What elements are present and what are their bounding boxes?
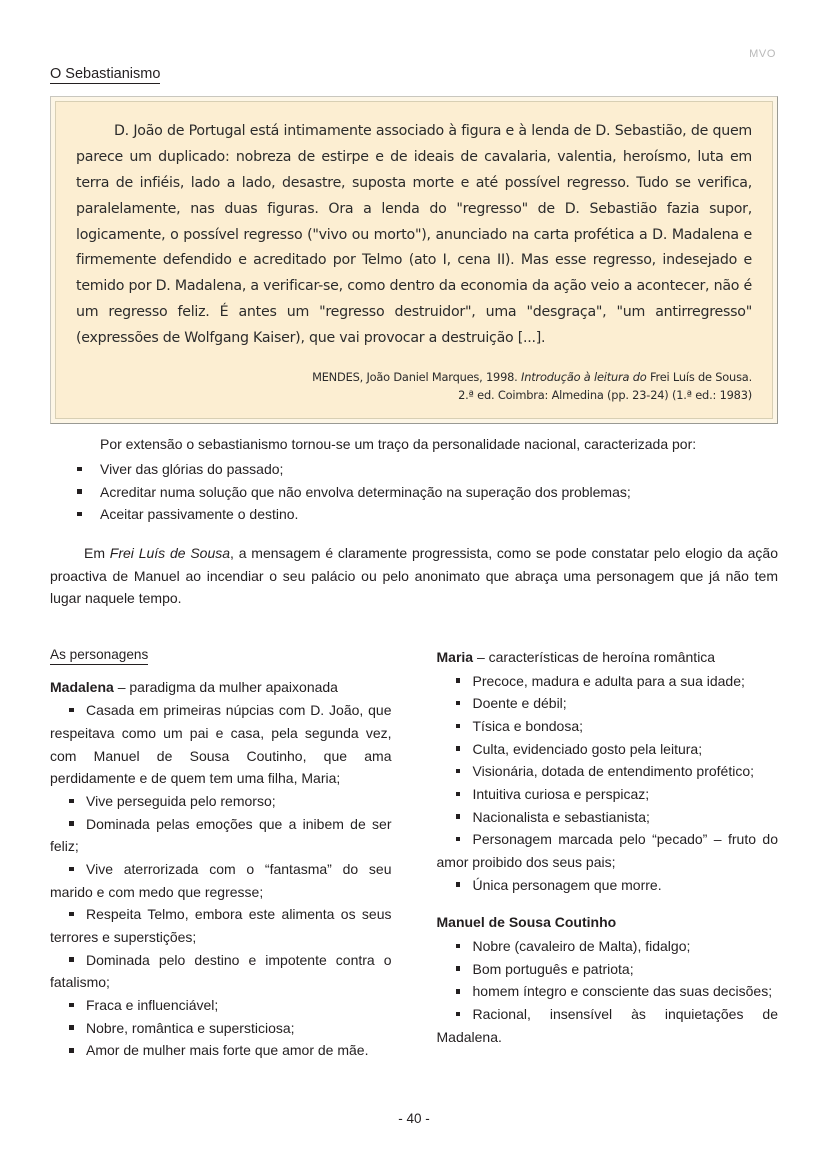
list-item: Culta, evidenciado gosto pela leitura; — [437, 738, 779, 761]
list-item: Amor de mulher mais forte que amor de mãe. — [50, 1039, 392, 1062]
column-right — [437, 646, 779, 1062]
closing-post: , a mensagem é claramente progressista, como se pode constatar pelo elogio da ação proactiva de Manuel ao incendiar o seu palácio ou pelo anonimato que abraça uma personagem que já não tem lugar naquele tempo. — [50, 544, 778, 607]
maria-trait-list — [437, 670, 779, 897]
list-item: Visionária, dotada de entendimento profético; — [437, 760, 779, 783]
page-number: - 40 - — [398, 1111, 430, 1126]
list-item: Nobre (cavaleiro de Malta), fidalgo; — [437, 935, 779, 958]
character-description: – características de heroína romântica — [473, 648, 716, 665]
list-item: homem íntegro e consciente das suas decisões; — [437, 980, 779, 1003]
header-watermark: MVO — [749, 48, 776, 60]
character-madalena-title — [50, 676, 392, 699]
character-name: Maria — [436, 648, 474, 665]
list-item: Única personagem que morre. — [437, 874, 779, 897]
list-item: Respeita Telmo, embora este alimenta os seus terrores e superstições; — [50, 903, 392, 948]
list-item: Tísica e bondosa; — [437, 715, 779, 738]
quote-box — [50, 96, 778, 424]
closing-pre: Em — [84, 544, 110, 561]
page-title: O Sebastianismo — [50, 0, 160, 84]
list-item: Vive aterrorizada com o “fantasma” do seu marido e com medo que regresse; — [50, 858, 392, 903]
list-item: Racional, insensível às inquietações de Madalena. — [437, 1003, 779, 1048]
closing-work-title: Frei Luís de Sousa — [109, 544, 231, 561]
list-item: Viver das glórias do passado; — [50, 458, 778, 481]
character-manuel-title — [437, 911, 779, 934]
list-item: Precoce, madura e adulta para a sua idade; — [437, 670, 779, 693]
citation-edition: 2.ª ed. Coimbra: Almedina (pp. 23-24) (1.ª ed.: 1983) — [458, 387, 752, 402]
list-item: Vive perseguida pelo remorso; — [50, 790, 392, 813]
list-item: Bom português e patriota; — [437, 958, 779, 981]
list-item: Dominada pelo destino e impotente contra o fatalismo; — [50, 949, 392, 994]
quote-citation — [76, 368, 752, 405]
sebastianismo-lead: Por extensão o sebastianismo tornou-se um traço da personalidade nacional, caracterizada por: — [100, 436, 697, 453]
manuel-trait-list — [437, 935, 779, 1048]
list-item: Acreditar numa solução que não envolva determinação na superação dos problemas; — [50, 481, 778, 504]
citation-author-year: MENDES, João Daniel Marques, 1998. — [312, 369, 522, 384]
list-item: Aceitar passivamente o destino. — [50, 503, 778, 526]
citation-work-rest: Frei Luís de Sousa. — [646, 369, 752, 384]
character-name: Madalena — [50, 678, 114, 695]
sebastianismo-closing-paragraph — [50, 542, 778, 610]
madalena-trait-list — [50, 699, 392, 1062]
list-item: Casada em primeiras núpcias com D. João, que respeitava como um pai e casa, pela segunda vez, com Manuel de Sousa Coutinho, que ama perdidamente e de quem tem uma filha, Maria; — [50, 699, 392, 790]
character-maria-title — [437, 646, 779, 669]
character-description: – paradigma da mulher apaixonada — [113, 678, 338, 695]
character-name: Manuel de Sousa Coutinho — [436, 914, 617, 931]
citation-work-title: Introdução à leitura do — [521, 369, 647, 384]
sebastianismo-bullet-list — [50, 458, 778, 526]
quote-box-inner — [55, 101, 773, 419]
quote-text: D. João de Portugal está intimamente associado à figura e à lenda de D. Sebastião, de quem parece um duplicado: nobreza de estirpe e de ideais de cavalaria, valentia, heroísmo, luta em terra de infiéis, lado a lado, desastre, suposta morte e até possível regresso. Tudo se verifica, paralelamente, nas duas figuras. Ora a lenda do "regresso" de D. Sebastião fazia supor, logicamente, o possível regresso ("vivo ou morto"), anunciado na carta profética a D. Madalena e firmemente defendido e acreditado por Telmo (ato I, cena II). Mas esse regresso, indesejado e temido por D. Madalena, a verificar-se, como dentro da economia da ação veio a acontecer, não é um regresso feliz. É antes um "regresso destruidor", uma "desgraça", "um antirregresso" (expressões de Wolfgang Kaiser), que vai provocar a destruição [...]. — [76, 123, 752, 346]
list-item: Intuitiva curiosa e perspicaz; — [437, 783, 779, 806]
personagens-columns — [50, 646, 778, 1062]
list-item: Dominada pelas emoções que a inibem de ser feliz; — [50, 813, 392, 858]
column-left — [50, 646, 392, 1062]
list-item: Nacionalista e sebastianista; — [437, 806, 779, 829]
list-item: Nobre, romântica e supersticiosa; — [50, 1017, 392, 1040]
list-item: Personagem marcada pelo “pecado” – fruto do amor proibido dos seus pais; — [437, 828, 779, 873]
list-item: Fraca e influenciável; — [50, 994, 392, 1017]
personagens-heading: As personagens — [50, 646, 148, 665]
list-item: Doente e débil; — [437, 692, 779, 715]
